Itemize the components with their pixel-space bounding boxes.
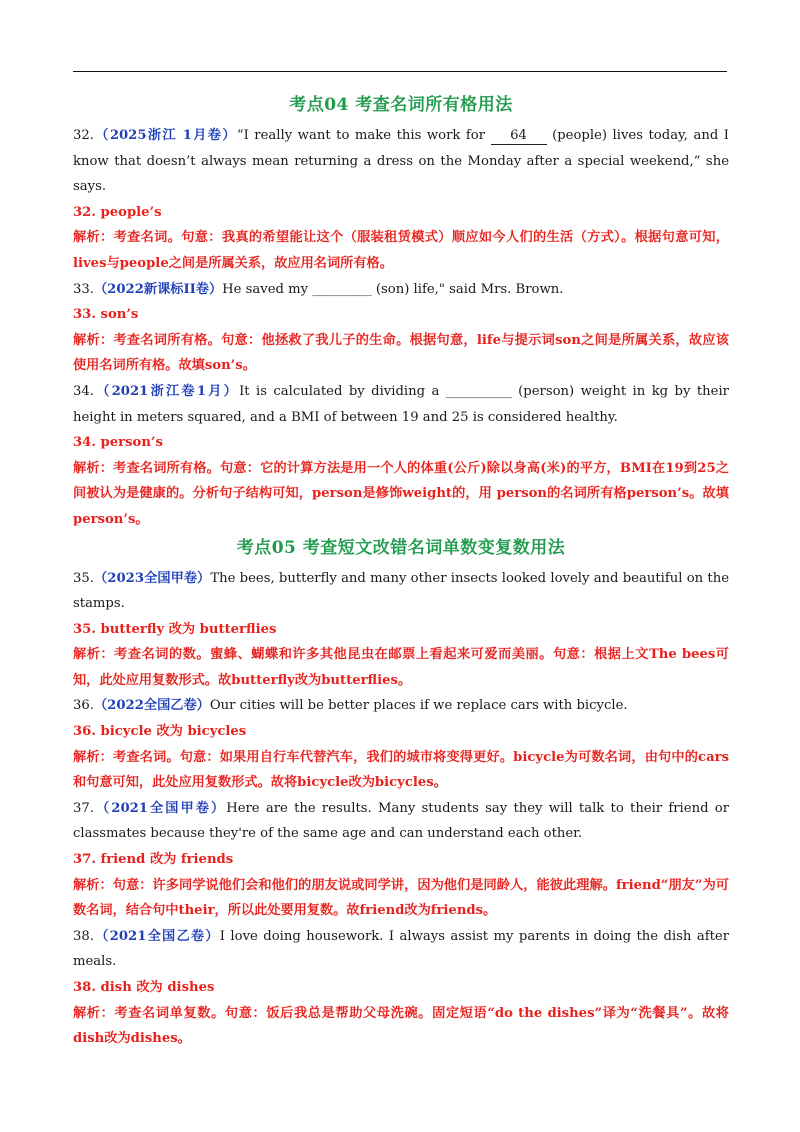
question-38 <box>73 924 729 975</box>
question-37 <box>73 796 729 847</box>
answer-34: 34. person’s <box>73 435 163 451</box>
answer-blank: __________ <box>445 383 512 399</box>
document-body <box>73 92 729 1052</box>
header-rule <box>73 71 727 72</box>
analysis-34: 解析：考查名词所有格。句意：它的计算方法是用一个人的体重(公斤)除以身高(米)的平方，BMI在19到25之间被认为是健康的。分析句子结构可知，person是修饰weight的，用 person的名词所有格person’s。故填person’s。 <box>73 460 729 527</box>
answer-36: 36. bicycle 改为 bicycles <box>73 724 247 740</box>
question-36 <box>73 693 729 719</box>
question-source: （2022全国乙卷） <box>93 698 210 714</box>
answer-38: 38. dish 改为 dishes <box>73 980 215 995</box>
analysis-37: 解析：句意：许多同学说他们会和他们的朋友说或同学讲，因为他们是同龄人，能彼此理解。friend“朋友”为可数名词，结合句中their，所以此处要用复数。故friend改为friends。 <box>73 877 729 919</box>
question-text: It is calculated by dividing a <box>239 383 446 399</box>
analysis-38: 解析：考查名词单复数。句意：饭后我总是帮助父母洗碗。固定短语“do the dishes”译为“洗餐具”。故将dish改为dishes。 <box>73 1005 729 1047</box>
answer-blank: _________ <box>312 281 372 297</box>
question-source: （2025浙江 1月卷） <box>93 128 237 143</box>
question-text: (person) weight in kg by their height in meters squared, and a BMI of between 19 and 25 is considered healthy. <box>73 383 729 425</box>
question-source: （2023全国甲卷） <box>93 570 211 586</box>
question-number: 38. <box>73 928 94 944</box>
question-text: Our cities will be better places if we replace cars with bicycle. <box>209 698 628 714</box>
question-text: “I really want to make this work for <box>236 128 491 143</box>
question-number: 35. <box>73 570 94 586</box>
analysis-36: 解析：考查名词。句意：如果用自行车代替汽车，我们的城市将变得更好。bicycle为可数名词，由句中的cars和句意可知，此处应用复数形式。故将bicycle改为bicycles。 <box>73 749 729 791</box>
question-source: （2021浙江卷1月） <box>93 383 240 399</box>
question-source: （2021全国甲卷） <box>93 800 227 816</box>
question-text: He saved my <box>222 281 313 297</box>
question-number: 32. <box>73 128 94 143</box>
answer-blank: 64 <box>491 128 547 145</box>
question-32 <box>73 123 729 200</box>
section-title-04: 考点04 考查名词所有格用法 <box>289 95 513 115</box>
question-text: (son) life," said Mrs. Brown. <box>371 281 564 297</box>
question-source: （2021全国乙卷） <box>93 928 220 944</box>
question-33 <box>73 277 729 303</box>
question-text: I love doing housework. I always assist my parents in doing the dish after meals. <box>73 928 730 970</box>
question-number: 33. <box>73 281 94 297</box>
answer-35: 35. butterfly 改为 butterflies <box>73 621 277 637</box>
answer-33: 33. son’s <box>73 307 139 323</box>
question-35 <box>73 566 729 617</box>
question-text: Here are the results. Many students say they will talk to their friend or classmates because they're of the same age and can understand each other. <box>73 800 730 842</box>
question-number: 36. <box>73 698 94 714</box>
answer-37: 37. friend 改为 friends <box>73 852 234 868</box>
question-number: 37. <box>73 800 94 816</box>
question-text: The bees, butterfly and many other insects looked lovely and beautiful on the stamps. <box>73 570 729 612</box>
answer-32: 32. people’s <box>73 204 162 220</box>
question-text: (people) lives today, and I know that doesn’t always mean returning a dress on the Monday after a special weekend,” she says. <box>73 128 729 195</box>
question-number: 34. <box>73 383 94 399</box>
analysis-33: 解析：考查名词所有格。句意：他拯救了我儿子的生命。根据句意，life与提示词son之间是所属关系，故应该使用名词所有格。故填son’s。 <box>73 332 729 374</box>
question-source: （2022新课标II卷） <box>93 281 223 297</box>
question-34 <box>73 379 729 430</box>
analysis-32: 解析：考查名词。句意：我真的希望能让这个（服装租赁模式）顺应如今人们的生活（方式）。根据句意可知，lives与people之间是所属关系，故应用名词所有格。 <box>73 230 729 271</box>
analysis-35: 解析：考查名词的数。蜜蜂、蝴蝶和许多其他昆虫在邮票上看起来可爱而美丽。句意：根据上文The bees可知，此处应用复数形式。故butterfly改为butterflies。 <box>73 647 729 688</box>
section-title-05: 考点05 考查短文改错名词单数变复数用法 <box>236 537 566 558</box>
